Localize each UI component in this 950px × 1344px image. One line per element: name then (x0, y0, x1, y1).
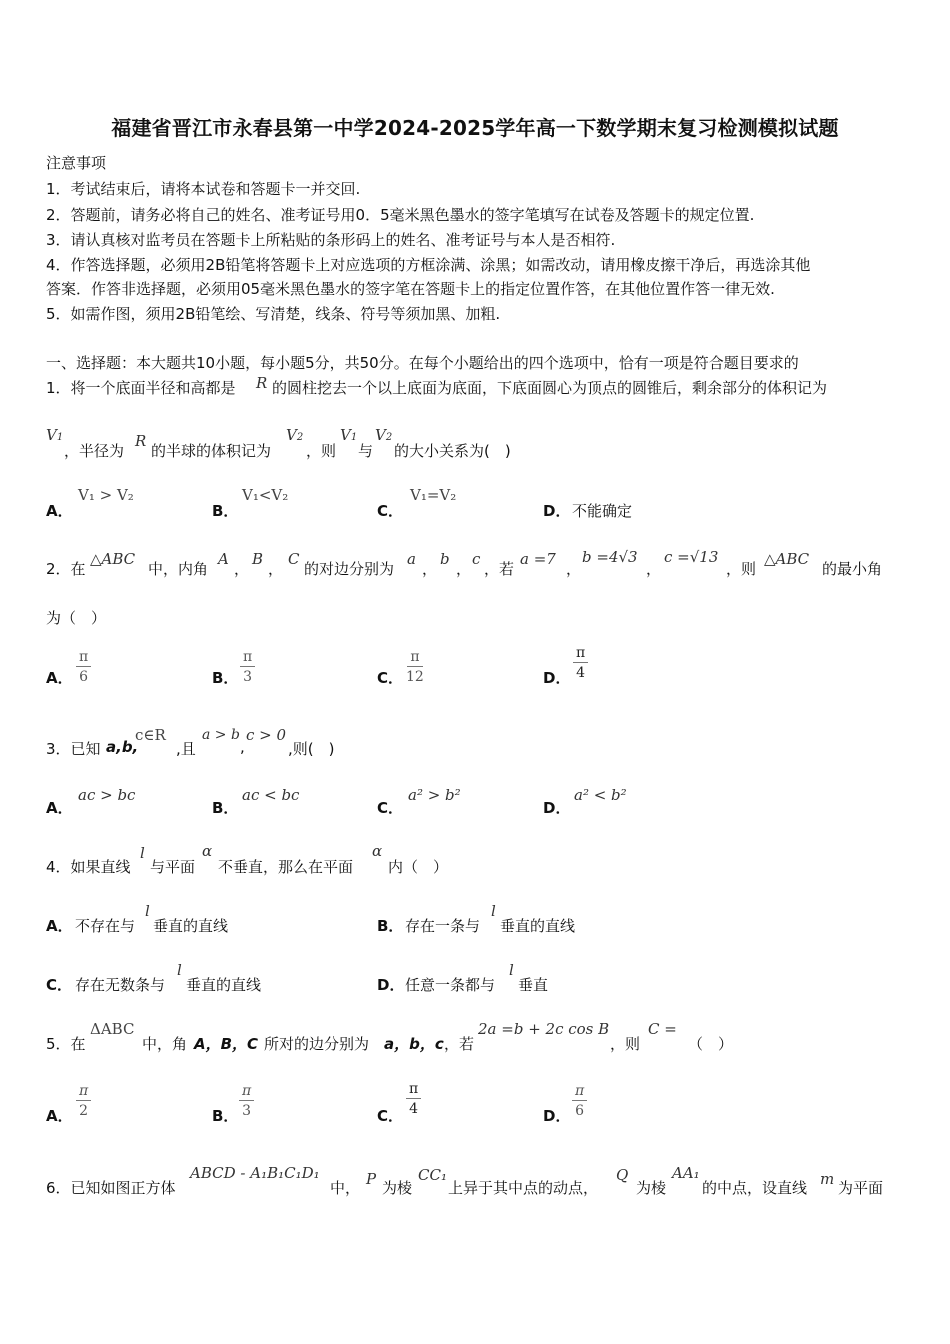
option-c-fraction: $\frac{\pi}{12}$ (406, 649, 424, 685)
option-c: V₁=V₂ (410, 486, 457, 504)
note-item: 答案．作答非选择题，必须用05毫米黑色墨水的签字笔在答题卡上的指定位置作答，在其他位置作答一律无效. (46, 280, 775, 298)
option-c-label: C． (377, 502, 404, 520)
option-b-fraction: $\frac{\pi}{3}$ (239, 1084, 254, 1118)
option-c: a² > b² (408, 786, 461, 804)
note-item: 5．如需作图，须用2B铅笔绘、写清楚，线条、符号等须加黑、加粗. (46, 305, 501, 323)
option-b-label: B． (212, 502, 239, 520)
option-a-fraction: $\frac{\pi}{6}$ (76, 650, 91, 684)
option-d: 不能确定 (572, 502, 633, 520)
option-a: ac > bc (78, 786, 136, 804)
option-b-fraction: $\frac{\pi}{3}$ (240, 650, 255, 684)
page-title: 福建省晋江市永春县第一中学2024-2025学年高一下数学期末复习检测模拟试题 (111, 116, 839, 140)
option-b: ac < bc (242, 786, 300, 804)
option-d-fraction: $\frac{\pi}{6}$ (572, 1084, 587, 1118)
option-c-fraction: $\frac{\pi}{4}$ (406, 1082, 421, 1116)
option-b: V₁<V₂ (242, 486, 289, 504)
note-item: 4．作答选择题，必须用2B铅笔将答题卡上对应选项的方框涂满、涂黑；如需改动，请用橡皮擦干净后，再选涂其他 (46, 256, 811, 274)
section-heading: 一、选择题：本大题共10小题，每小题5分，共50分。在每个小题给出的四个选项中，恰有一项是符合题目要求的 (46, 354, 799, 372)
option-d: a² < b² (574, 786, 627, 804)
note-item: 1．考试结束后，请将本试卷和答题卡一并交回. (46, 180, 361, 198)
note-item: 2．答题前，请务必将自己的姓名、准考证号用0．5毫米黑色墨水的签字笔填写在试卷及答题卡的规定位置. (46, 206, 755, 224)
option-d-label: D． (543, 502, 571, 520)
option-a-fraction: $\frac{\pi}{2}$ (76, 1084, 91, 1118)
option-a: V₁ > V₂ (78, 486, 134, 504)
notes-heading: 注意事项 (46, 154, 107, 172)
option-d-fraction: $\frac{\pi}{4}$ (573, 646, 588, 680)
exam-page: 福建省晋江市永春县第一中学2024-2025学年高一下数学期末复习检测模拟试题 注意事项 1．考试结束后，请将本试卷和答题卡一并交回. 2．答题前，请务必将自己的姓名、准考证号用0．5毫米黑色墨水的签字笔填写在试卷及答题卡的规定位置. 3．请认真核对监考员在答题卡上所粘贴的条形码上的姓名、准考证号与本人是否相符. 4．作答选择题，必须用2B铅笔将答题卡上对应选项的方框涂满、涂黑；如需改动，请用橡皮擦干净后，再选涂其他 答案．作答非选择题，必须用05毫米黑色墨水的签字笔在答题卡上的指定位置作答，在其他位置作答一律无效. 5．如需作图，须用2B铅笔绘、写清楚，线条、符号等须加黑、加粗. 一、选择题：本大题共10小题，每小题5分，共50分。在每个小题给出的四个选项中，恰有一项是符合题目要求的 1．将一个底面半径和高都是 R 的圆柱挖去一个以上底面为底面，下底面圆心为顶点的圆锥后，剩余部分的体积记为 V1 ，半径为 R 的半球的体积记为 V2 ，则 V1 与 V2 的大小关系为( ) A． V₁ > V₂ B． V₁<V₂ C． V₁=V₂ D． 不能确定 2．在 △ABC 中，内角 A ， B ， C 的对边分别为 a ， b ， c ，若 a =7 ， b =4√3 ， c =√13 ，则 △ABC 的最小角 为（ ） A． $\frac{\pi}{6}$ B． $\frac{\pi}{3}$ C． $\frac{\pi}{12}$ D． $\frac{\pi}{4}$ 3．已知 a,b, c∈R ,且 a > b , c > 0 ,则( ) A． ac > bc B． ac < bc C． a² > b² D． a² < b² 4．如果直线 l 与平面 α 不垂直，那么在平面 α 内（ ） A． 不存在与 l 垂直的直线 B． 存在一条与 l 垂直的直线 C． 存在无数条与 l 垂直的直线 D． 任意一条都与 l 垂直 5．在 ΔABC 中，角 A，B，C 所对的边分别为 a，b，c ，若 2a =b + 2c cos B ，则 C = （ ） A． $\frac{\pi}{2}$ B． $\frac{\pi}{3}$ C． $\frac{\pi}{4}$ D． $\frac{\pi}{6}$ 6．已知如图正方体 ABCD - A₁B₁C₁D₁ 中， P 为棱 CC₁ 上异于其中点的动点， Q 为棱 AA₁ 的中点，设直线 m 为平面 (0, 0, 950, 1344)
note-item: 3．请认真核对监考员在答题卡上所粘贴的条形码上的姓名、准考证号与本人是否相符. (46, 231, 616, 249)
option-a-label: A． (46, 502, 73, 520)
